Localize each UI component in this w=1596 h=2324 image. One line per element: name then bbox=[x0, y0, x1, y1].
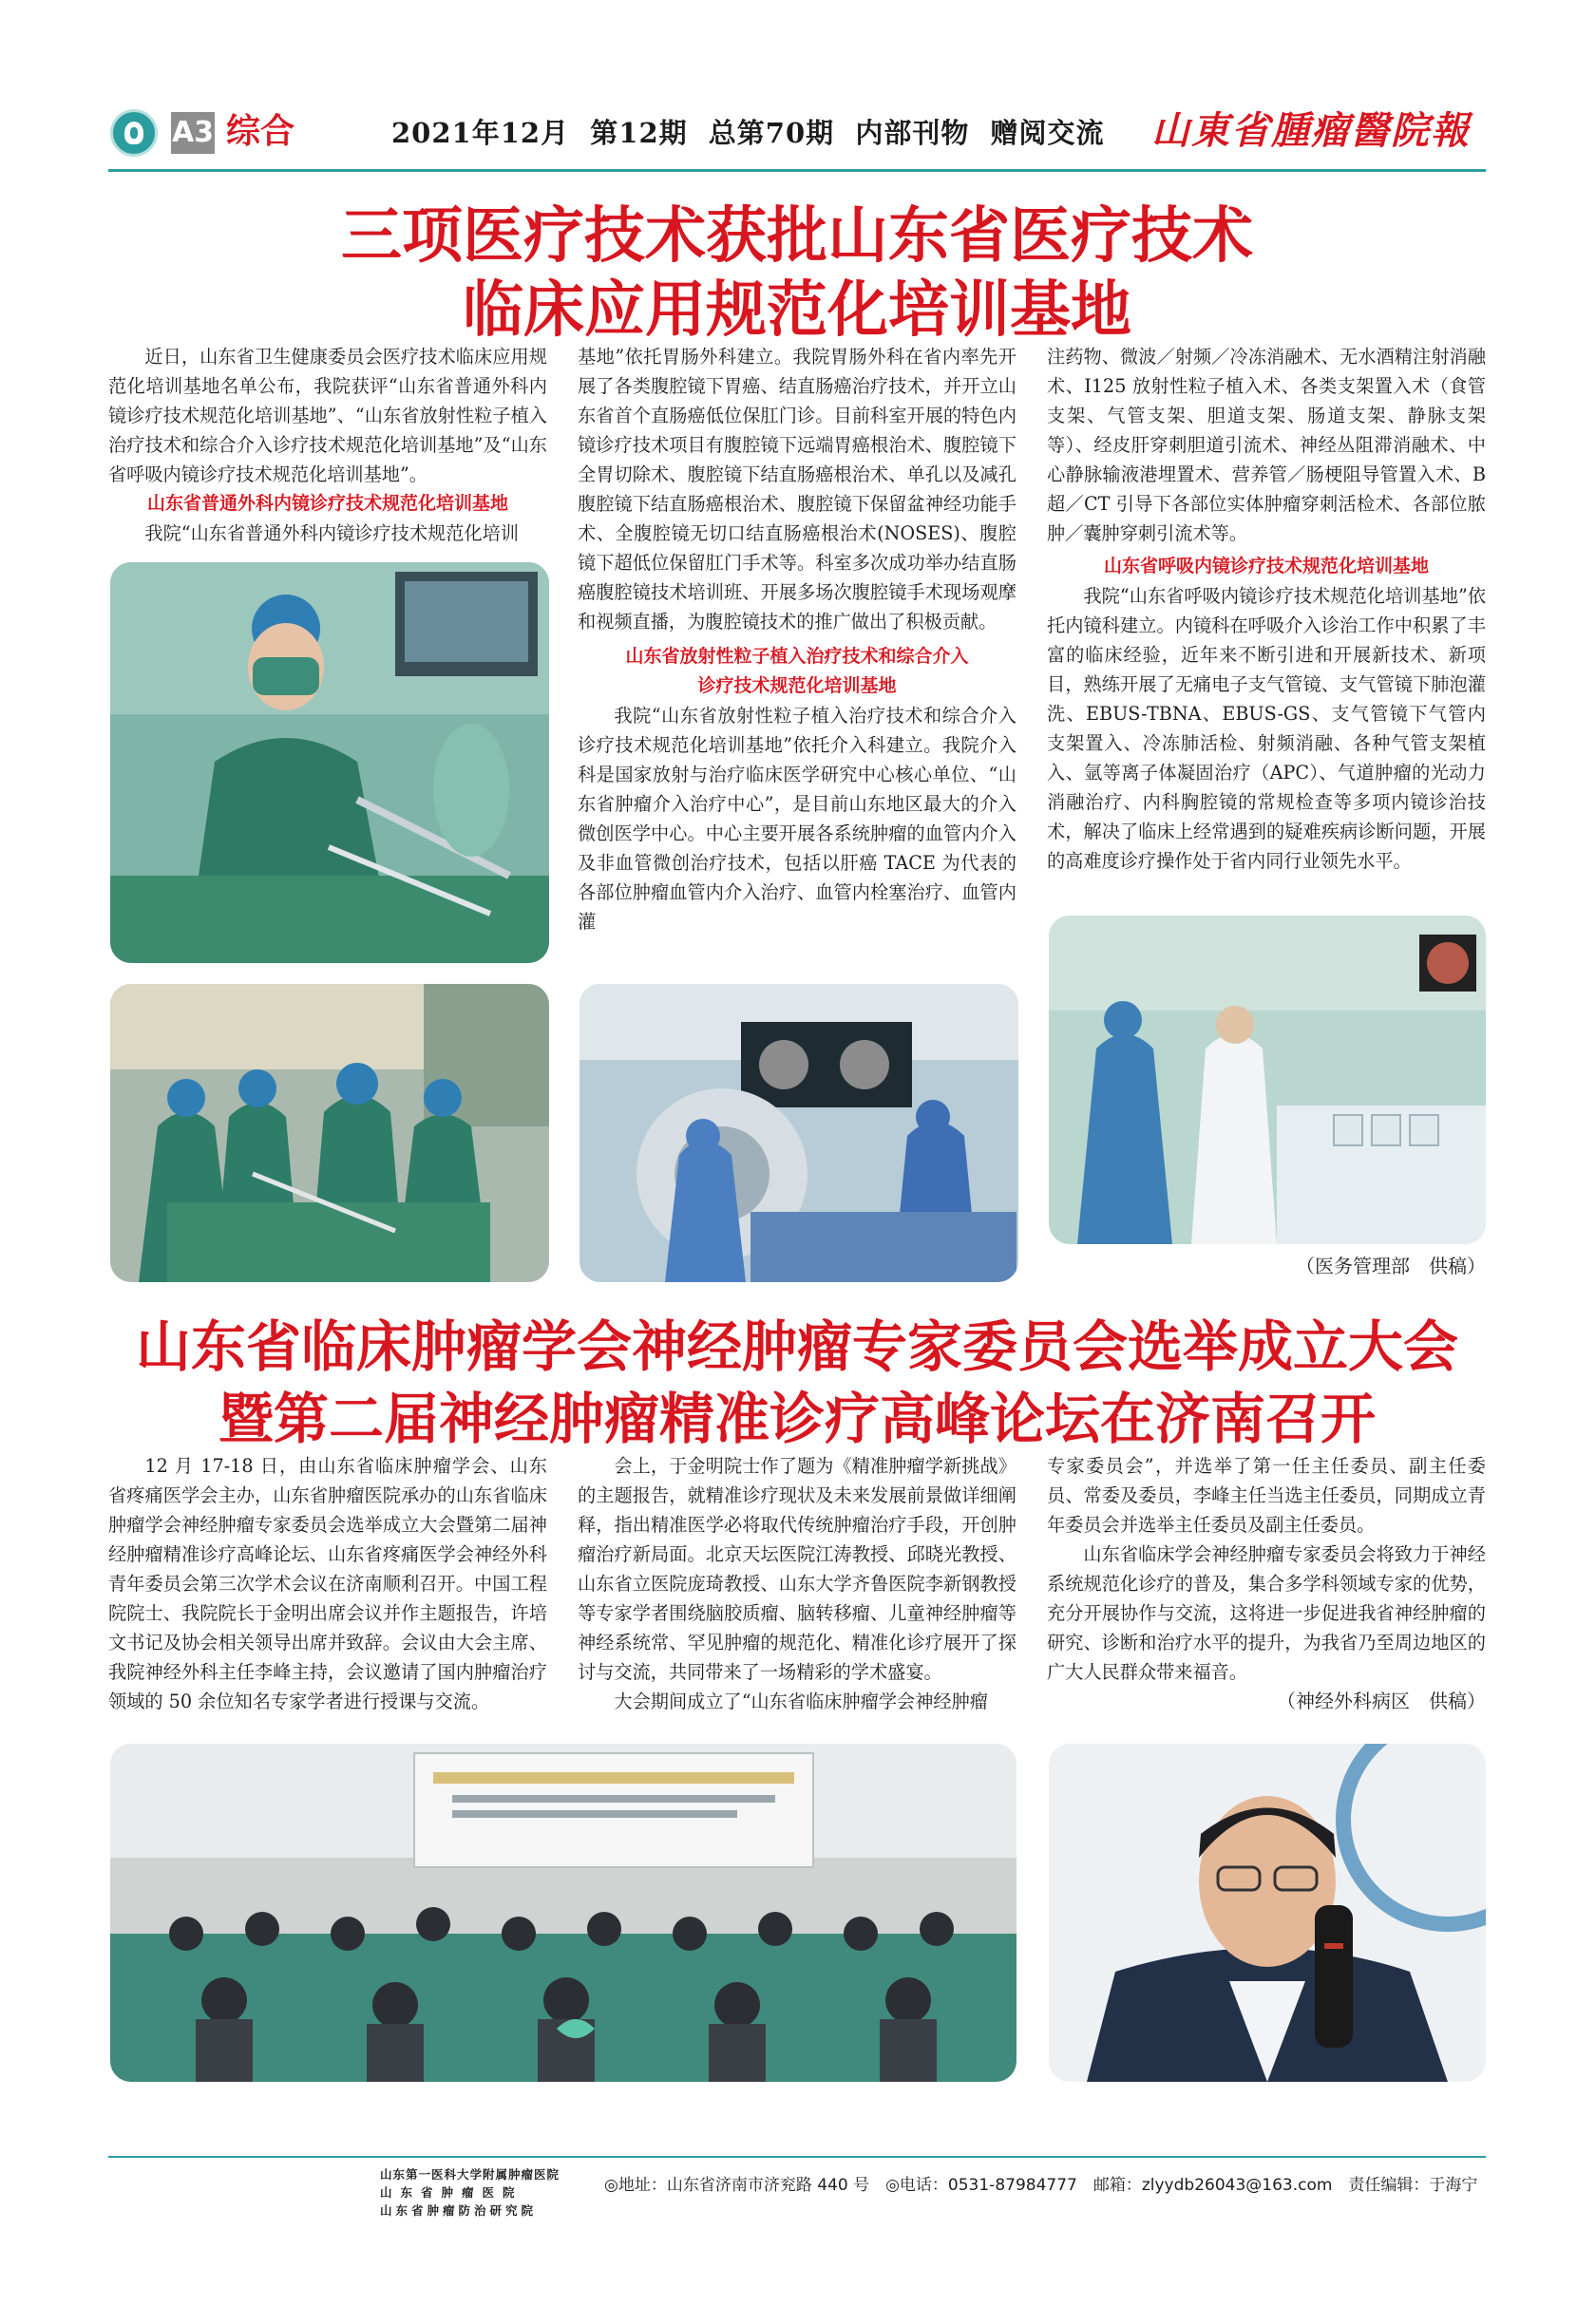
section-label: 综合 bbox=[226, 112, 295, 151]
footer-org-3: 山东省肿瘤防治研究院 bbox=[380, 2203, 538, 2218]
article1-subheading-3: 山东省呼吸内镜诊疗技术规范化培训基地 bbox=[1103, 556, 1429, 576]
article1-paragraph-2: 我院“山东省普通外科内镜诊疗技术规范化培训 bbox=[144, 522, 519, 544]
article1-paragraph-4: 我院“山东省放射性粒子植入治疗技术和综合介入诊疗技术规范化培训基地”依托介入科建立。我院介入科是国家放射与治疗临床医学研究中心核心单位、“山东省肿瘤介入治疗中心”，是目前山东地区最大的介入微创医学中心。中心主要开展各系统肿瘤的血管内介入及非血管微创治疗技术，包括以肝癌 TACE 为代表的各部位肿瘤血管内介入治疗、血管内栓塞治疗、血管内灌 bbox=[578, 705, 1016, 933]
photo-interventional-procedure bbox=[580, 984, 1018, 1282]
newspaper-masthead: 山東省腫瘤醫院報 bbox=[1151, 108, 1471, 153]
article2-column-1 bbox=[108, 1451, 547, 1716]
article1-column-1 bbox=[108, 342, 547, 548]
article1-headline-line1: 三项医疗技术获批山东省医疗技术 bbox=[341, 201, 1253, 272]
header-divider bbox=[108, 169, 1486, 172]
article1-column-3 bbox=[1047, 342, 1486, 876]
photo-laparoscopic-surgery bbox=[110, 562, 549, 963]
photo-surgical-team bbox=[110, 984, 549, 1282]
photo-bronchoscopy bbox=[1049, 916, 1486, 1244]
article1-subheading-1: 山东省普通外科内镜诊疗技术规范化培训基地 bbox=[146, 493, 508, 514]
footer-org-1: 山东第一医科大学附属肿瘤医院 bbox=[380, 2167, 560, 2182]
article2-headline-line1: 山东省临床肿瘤学会神经肿瘤专家委员会选举成立大会 bbox=[135, 1314, 1458, 1379]
article1-column-2 bbox=[578, 342, 1016, 936]
article2-paragraph-1: 12 月 17-18 日，由山东省临床肿瘤学会、山东省疼痛医学会主办，山东省肿瘤医院承办的山东省临床肿瘤学会神经肿瘤专家委员会选举成立大会暨第二届神经肿瘤精准诊疗高峰论坛、山东省疼痛医学会神经外科青年委员会第三次学术会议在济南顺利召开。中国工程院院士、我院院长于金明出席会议并作主题报告，许培文书记及协会相关领导出席并致辞。会议由大会主席、我院神经外科主任李峰主持，会议邀请了国内肿瘤治疗领域的 50 余位知名专家学者进行授课与交流。 bbox=[108, 1455, 547, 1712]
photo-forum-audience bbox=[110, 1744, 1016, 2082]
article2-paragraph-3: 大会期间成立了“山东省临床肿瘤学会神经肿瘤 bbox=[614, 1691, 988, 1712]
article1-credit: （医务管理部 供稿） bbox=[1296, 1255, 1486, 1277]
article1-paragraph-3: 基地”依托胃肠外科建立。我院胃肠外科在省内率先开展了各类腹腔镜下胃癌、结直肠癌治疗技术，并开立山东省首个直肠癌低位保肛门诊。目前科室开展的特色内镜诊疗技术项目有腹腔镜下远端胃癌根治术、腹腔镜下全胃切除术、腹腔镜下结直肠癌根治术、单孔以及减孔腹腔镜下结直肠癌根治术、腹腔镜下保留盆神经功能手术、全腹腔镜无切口结直肠癌根治术(NOSES)、腹腔镜下超低位保留肛门手术等。科室多次成功举办结直肠癌腹腔镜技术培训班、开展多场次腹腔镜手术现场观摩和视频直播，为腹腔镜技术的推广做出了积极贡献。 bbox=[578, 346, 1016, 633]
article1-headline bbox=[108, 199, 1486, 348]
article2-headline bbox=[108, 1311, 1486, 1455]
article1-headline-line2: 临床应用规范化培训基地 bbox=[463, 275, 1131, 346]
article1-paragraph-6: 我院“山东省呼吸内镜诊疗技术规范化培训基地”依托内镜科建立。内镜科在呼吸介入诊治工作中积累了丰富的临床经验，近年来不断引进和开展新技术、新项目，熟练开展了无痛电子支气管镜、支气管镜下肺泡灌洗、EBUS-TBNA、EBUS-GS、支气管镜下气管内支架置入、冷冻肺活检、射频消融、各种气管支架植入、氩等离子体凝固治疗（APC）、气道肿瘤的光动力消融治疗、内科胸腔镜的常规检查等多项内镜诊治技术，解决了临床上经常遇到的疑难疾病诊断问题，开展的高难度诊疗操作处于省内同行业领先水平。 bbox=[1047, 585, 1486, 872]
article1-subheading-2-line1: 山东省放射性粒子植入治疗技术和综合介入 bbox=[625, 646, 969, 667]
hospital-logo-icon bbox=[110, 109, 158, 157]
article2-credit: （神经外科病区 供稿） bbox=[1277, 1690, 1486, 1712]
footer-organizations bbox=[380, 2165, 560, 2220]
photo-keynote-speaker bbox=[1049, 1744, 1486, 2082]
article2-paragraph-2: 会上，于金明院士作了题为《精准肿瘤学新挑战》的主题报告，就精准诊疗现状及未来发展前景做详细阐释，指出精准医学必将取代传统肿瘤治疗手段，开创肿瘤治疗新局面。北京天坛医院江涛教授、邱晓光教授、山东省立医院庞琦教授、山东大学齐鲁医院李新钢教授等专家学者围绕脑胶质瘤、脑转移瘤、儿童神经肿瘤等神经系统常、罕见肿瘤的规范化、精准化诊疗展开了探讨与交流，共同带来了一场精彩的学术盛宴。 bbox=[578, 1455, 1016, 1683]
article2-paragraph-5: 山东省临床学会神经肿瘤专家委员会将致力于神经系统规范化诊疗的普及，集合多学科领域专家的优势，充分开展协作与交流，这将进一步促进我省神经肿瘤的研究、诊断和治疗水平的提升，为我省乃至周边地区的广大人民群众带来福音。 bbox=[1047, 1543, 1486, 1683]
footer-org-2: 山东省肿瘤医院 bbox=[380, 2185, 523, 2200]
article1-subheading-2-line2: 诊疗技术规范化培训基地 bbox=[697, 675, 897, 696]
footer-contact: ◎地址：山东省济南市济兖路 440 号 ◎电话：0531-87984777 邮箱：zlyydb26043@163.com 责任编辑：于海宁 bbox=[604, 2176, 1478, 2195]
article2-headline-line2: 暨第二届神经肿瘤精准诊疗高峰论坛在济南召开 bbox=[218, 1387, 1376, 1451]
article1-paragraph-1: 近日，山东省卫生健康委员会医疗技术临床应用规范化培训基地名单公布，我院获评“山东省普通外科内镜诊疗技术规范化培训基地”、“山东省放射性粒子植入治疗技术和综合介入诊疗技术规范化培训基地”及“山东省呼吸内镜诊疗技术规范化培训基地”。 bbox=[108, 346, 547, 485]
article2-paragraph-4: 专家委员会”，并选举了第一任主任委员、副主任委员、常委及委员，李峰主任当选主任委员，同期成立青年委员会并选举主任委员及副主任委员。 bbox=[1047, 1455, 1486, 1536]
issue-line: 2021年12月 第12期 总第70期 内部刊物 赠阅交流 bbox=[391, 117, 1105, 149]
article1-paragraph-5: 注药物、微波／射频／冷冻消融术、无水酒精注射消融术、I125 放射性粒子植入术、各类支架置入术（食管支架、气管支架、胆道支架、肠道支架、静脉支架等）、经皮肝穿刺胆道引流术、神经丛阻滞消融术、中心静脉输液港埋置术、营养管／肠梗阻导管置入术、B 超／CT 引导下各部位实体肿瘤穿刺活检术、各部位脓肿／囊肿穿刺引流术等。 bbox=[1047, 346, 1486, 544]
footer-divider bbox=[108, 2156, 1486, 2158]
page-number-badge: A3 bbox=[171, 112, 215, 154]
article2-column-2 bbox=[578, 1451, 1016, 1716]
article2-column-3 bbox=[1047, 1451, 1486, 1716]
